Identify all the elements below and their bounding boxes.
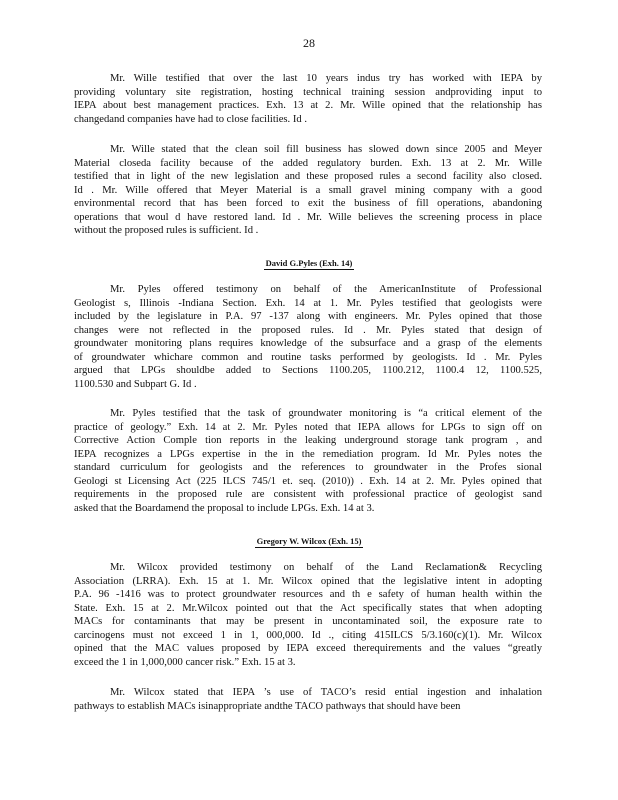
text-line: IEPA about best management practices. Exh. 13 at 2. Mr. Wille opined that the relationship has [74, 100, 542, 111]
text-line: Corrective Action Comple tion reports in the leaking underground storage tank program , and [74, 435, 542, 446]
text-line: opined that the MAC values proposed by IEPA exceed therequirements and the values “greatly [74, 643, 542, 654]
text-line: Association (LRRA). Exh. 15 at 1. Mr. Wilcox opined that the legislative intent in adopting [74, 575, 542, 587]
text-line: practice of geology.” Exh. 14 at 2. Mr. Pyles noted that IEPA allows for LPGs to sign off on [74, 421, 542, 433]
page-number: 28 [303, 36, 315, 50]
text-line: Geologist s, Illinois -Indiana Section. Exh. 14 at 1. Mr. Pyles testified that geologists were [74, 297, 542, 309]
text-line: exceed the 1 in 1,000,000 cancer risk.” Exh. 15 at 3. [74, 656, 296, 668]
text-line: Mr. Pyles testified that the task of groundwater monitoring is “a critical element of the [110, 408, 542, 419]
text-line: carcinogens must not exceed 1 in 1, 000,000. Id ., citing 415ILCS 5/3.160(c)(1). Mr. Wilcox [74, 629, 542, 641]
text-line: testified that in light of the new legislation and these proposed rules a second facility also closed. [74, 171, 542, 182]
text-line: Id . Mr. Wille offered that Meyer Material is a small gravel mining company with a good [74, 184, 542, 196]
text-line: operations that woul d have restored land. Id . Mr. Wille believes the screening process in place [74, 211, 542, 223]
text-line: Mr. Wille stated that the clean soil fill business has slowed down since 2005 and Meyer [110, 144, 542, 155]
text-line: MACs for contaminants that may be present in uncontaminated soil, the exposure rate to [74, 616, 542, 627]
text-line: environmental record that has been forced to exit the business of fill operations, abandoning [74, 198, 542, 209]
text-line: argued that LPGs shouldbe added to Sections 1100.205, 1100.212, 1100.4 12, 1100.525, [74, 365, 542, 376]
paragraph-wilcox-2 [74, 686, 542, 713]
heading-text: Gregory W. Wilcox (Exh. 15) [256, 536, 362, 546]
text-line: asked that the Boardamend the proposal to include LPGs. Exh. 14 at 3. [74, 502, 375, 514]
paragraph-wille-2 [74, 143, 542, 238]
text-line: State. Exh. 15 at 2. Mr.Wilcox pointed out that the Act specifically states that when adopting [74, 602, 542, 614]
text-line: pathways to establish MACs isinappropriate andthe TACO pathways that should have been [74, 700, 461, 712]
text-line: IEPA recognizes a LPGs expertise in the in the remediation program. Id Mr. Pyles notes the [74, 448, 542, 460]
text-line: 1100.530 and Subpart G. Id . [74, 378, 197, 390]
text-line: requirements in the proposed rule are consistent with professional practice of geologist sand [74, 489, 542, 500]
text-line: Mr. Pyles offered testimony on behalf of the AmericanInstitute of Professional [110, 284, 542, 295]
section-heading-pyles [0, 258, 618, 268]
text-line: changes were not reflected in the proposed rules. Id . Mr. Pyles stated that design of [74, 324, 542, 336]
text-line: providing voluntary site registration, hosting technical training session andproviding input to [74, 86, 542, 98]
text-line: of groundwater whichare common and routine tasks performed by geologists. Id . Mr. Pyles [74, 351, 542, 363]
text-line: Mr. Wilcox stated that IEPA ’s use of TACO’s resid ential ingestion and inhalation [110, 687, 542, 698]
text-line: Mr. Wilcox provided testimony on behalf of the Land Reclamation& Recycling [110, 562, 542, 573]
paragraph-pyles-1 [74, 283, 542, 391]
text-line: P.A. 96 -1416 was to protect groundwater resources and th e safety of human health within the [74, 589, 542, 600]
text-line: Geologi st Licensing Act (225 ILCS 745/1 et. seq. (2010)) . Exh. 14 at 2. Mr. Pyles opined that [74, 475, 542, 487]
text-line: changedand companies have had to close facilities. Id . [74, 113, 307, 125]
section-heading-wilcox [0, 536, 618, 546]
paragraph-wille-1 [74, 72, 542, 126]
text-line: included by the legislature in P.A. 97 -137 along with engineers. Mr. Pyles opined that those [74, 311, 542, 322]
paragraph-wilcox-1 [74, 561, 542, 669]
text-line: standard curriculum for geologists and the references to groundwater in the Profes sional [74, 462, 542, 473]
heading-text: David G.Pyles (Exh. 14) [265, 258, 353, 268]
paragraph-pyles-2 [74, 407, 542, 515]
text-line: Material closeda facility because of the added regulatory burden. Exh. 13 at 2. Mr. Wille [74, 157, 542, 169]
text-line: Mr. Wille testified that over the last 10 years indus try has worked with IEPA by [110, 73, 542, 84]
text-line: groundwater monitoring plans requires knowledge of the subsurface and a grasp of the elements [74, 338, 542, 349]
text-line: without the proposed rules is sufficient. Id . [74, 225, 259, 236]
